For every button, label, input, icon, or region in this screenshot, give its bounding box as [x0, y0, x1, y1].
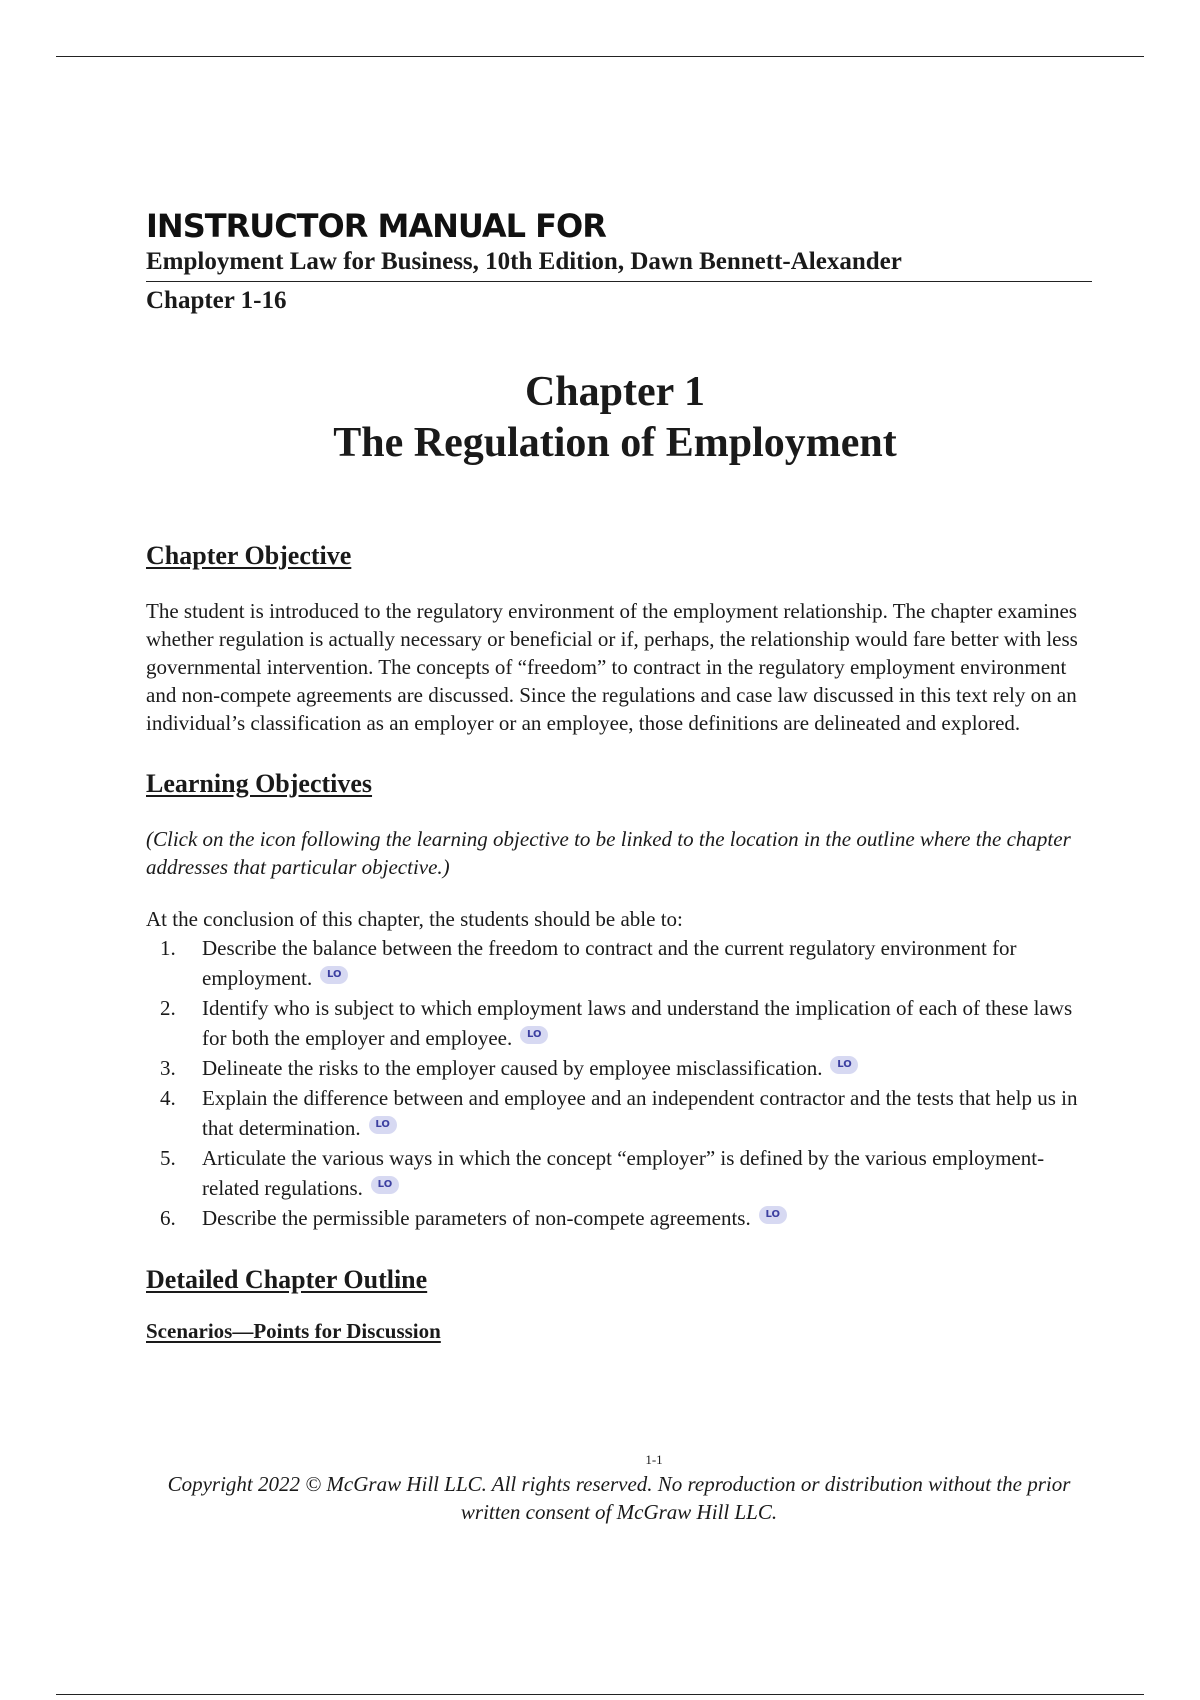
learning-objective-text: Identify who is subject to which employment laws and understand the implication of each of these laws for both the employer and employee.: [202, 996, 1073, 1050]
learning-objective-text: Describe the permissible parameters of non-compete agreements.: [202, 1206, 751, 1230]
page-number: 1-1: [645, 1452, 663, 1467]
chapter-objective-heading: Chapter Objective: [146, 541, 352, 570]
learning-objective-number: 3.: [160, 1056, 176, 1080]
chapter-title: The Regulation of Employment: [333, 420, 897, 466]
top-rule: [56, 56, 1144, 57]
learning-objective-number: 5.: [160, 1146, 176, 1170]
learning-objective-item: [146, 1203, 1092, 1233]
page-content: [146, 206, 1092, 1345]
learning-objective-text: Articulate the various ways in which the concept “employer” is defined by the various employment-related regulations.: [202, 1146, 1045, 1200]
scenarios-subheading: Scenarios—Points for Discussion: [146, 1319, 441, 1343]
learning-objective-item: [146, 993, 1092, 1053]
chapter-number: Chapter 1: [524, 369, 706, 415]
learning-objective-item: [146, 1053, 1092, 1083]
learning-objectives-heading: Learning Objectives: [146, 769, 373, 798]
lo-link-icon[interactable]: LO: [369, 1116, 397, 1134]
learning-objective-number: 6.: [160, 1206, 176, 1230]
page-footer: [146, 1452, 1092, 1526]
learning-objectives-intro: At the conclusion of this chapter, the students should be able to:: [146, 907, 683, 931]
chapter-range: Chapter 1-16: [146, 287, 287, 314]
learning-objective-number: 1.: [160, 936, 176, 960]
learning-objective-text: Delineate the risks to the employer caused by employee misclassification.: [202, 1056, 823, 1080]
chapter-objective-paragraph: The student is introduced to the regulatory environment of the employment relationship. The chapter examines whether regulation is actually necessary or beneficial or if, perhaps, the relationship would fare better with less governmental intervention. The concepts of “freedom” to contract in the regulatory employment environment and non-compete agreements are discussed. Since the regulations and case law discussed in this text rely on an individual’s classification as an employer or an employee, those definitions are delineated and explored.: [146, 599, 1078, 735]
lo-link-icon[interactable]: LO: [320, 966, 348, 984]
learning-objectives-list: [146, 933, 1092, 1233]
learning-objectives-note: (Click on the icon following the learning objective to be linked to the location in the outline where the chapter addresses that particular objective.): [146, 827, 1071, 879]
learning-objective-text: Explain the difference between and employee and an independent contractor and the tests that help us in that determination.: [202, 1086, 1078, 1140]
manual-title: INSTRUCTOR MANUAL FOR: [146, 207, 606, 245]
lo-link-icon[interactable]: LO: [830, 1056, 858, 1074]
learning-objective-item: [146, 1083, 1092, 1143]
learning-objective-text: Describe the balance between the freedom to contract and the current regulatory environment for employment.: [202, 936, 1017, 990]
bottom-rule: [56, 1694, 1144, 1695]
copyright-notice: Copyright 2022 © McGraw Hill LLC. All rights reserved. No reproduction or distribution without the prior written consent of McGraw Hill LLC.: [167, 1472, 1071, 1524]
book-title-line: Employment Law for Business, 10th Edition, Dawn Bennett-Alexander: [146, 246, 1092, 282]
learning-objective-item: [146, 1143, 1092, 1203]
learning-objective-number: 4.: [160, 1086, 176, 1110]
chapter-heading: [138, 367, 1092, 469]
learning-objective-number: 2.: [160, 996, 176, 1020]
lo-link-icon[interactable]: LO: [520, 1026, 548, 1044]
learning-objective-item: [146, 933, 1092, 993]
lo-link-icon[interactable]: LO: [759, 1206, 787, 1224]
detailed-outline-heading: Detailed Chapter Outline: [146, 1265, 428, 1294]
lo-link-icon[interactable]: LO: [371, 1176, 399, 1194]
